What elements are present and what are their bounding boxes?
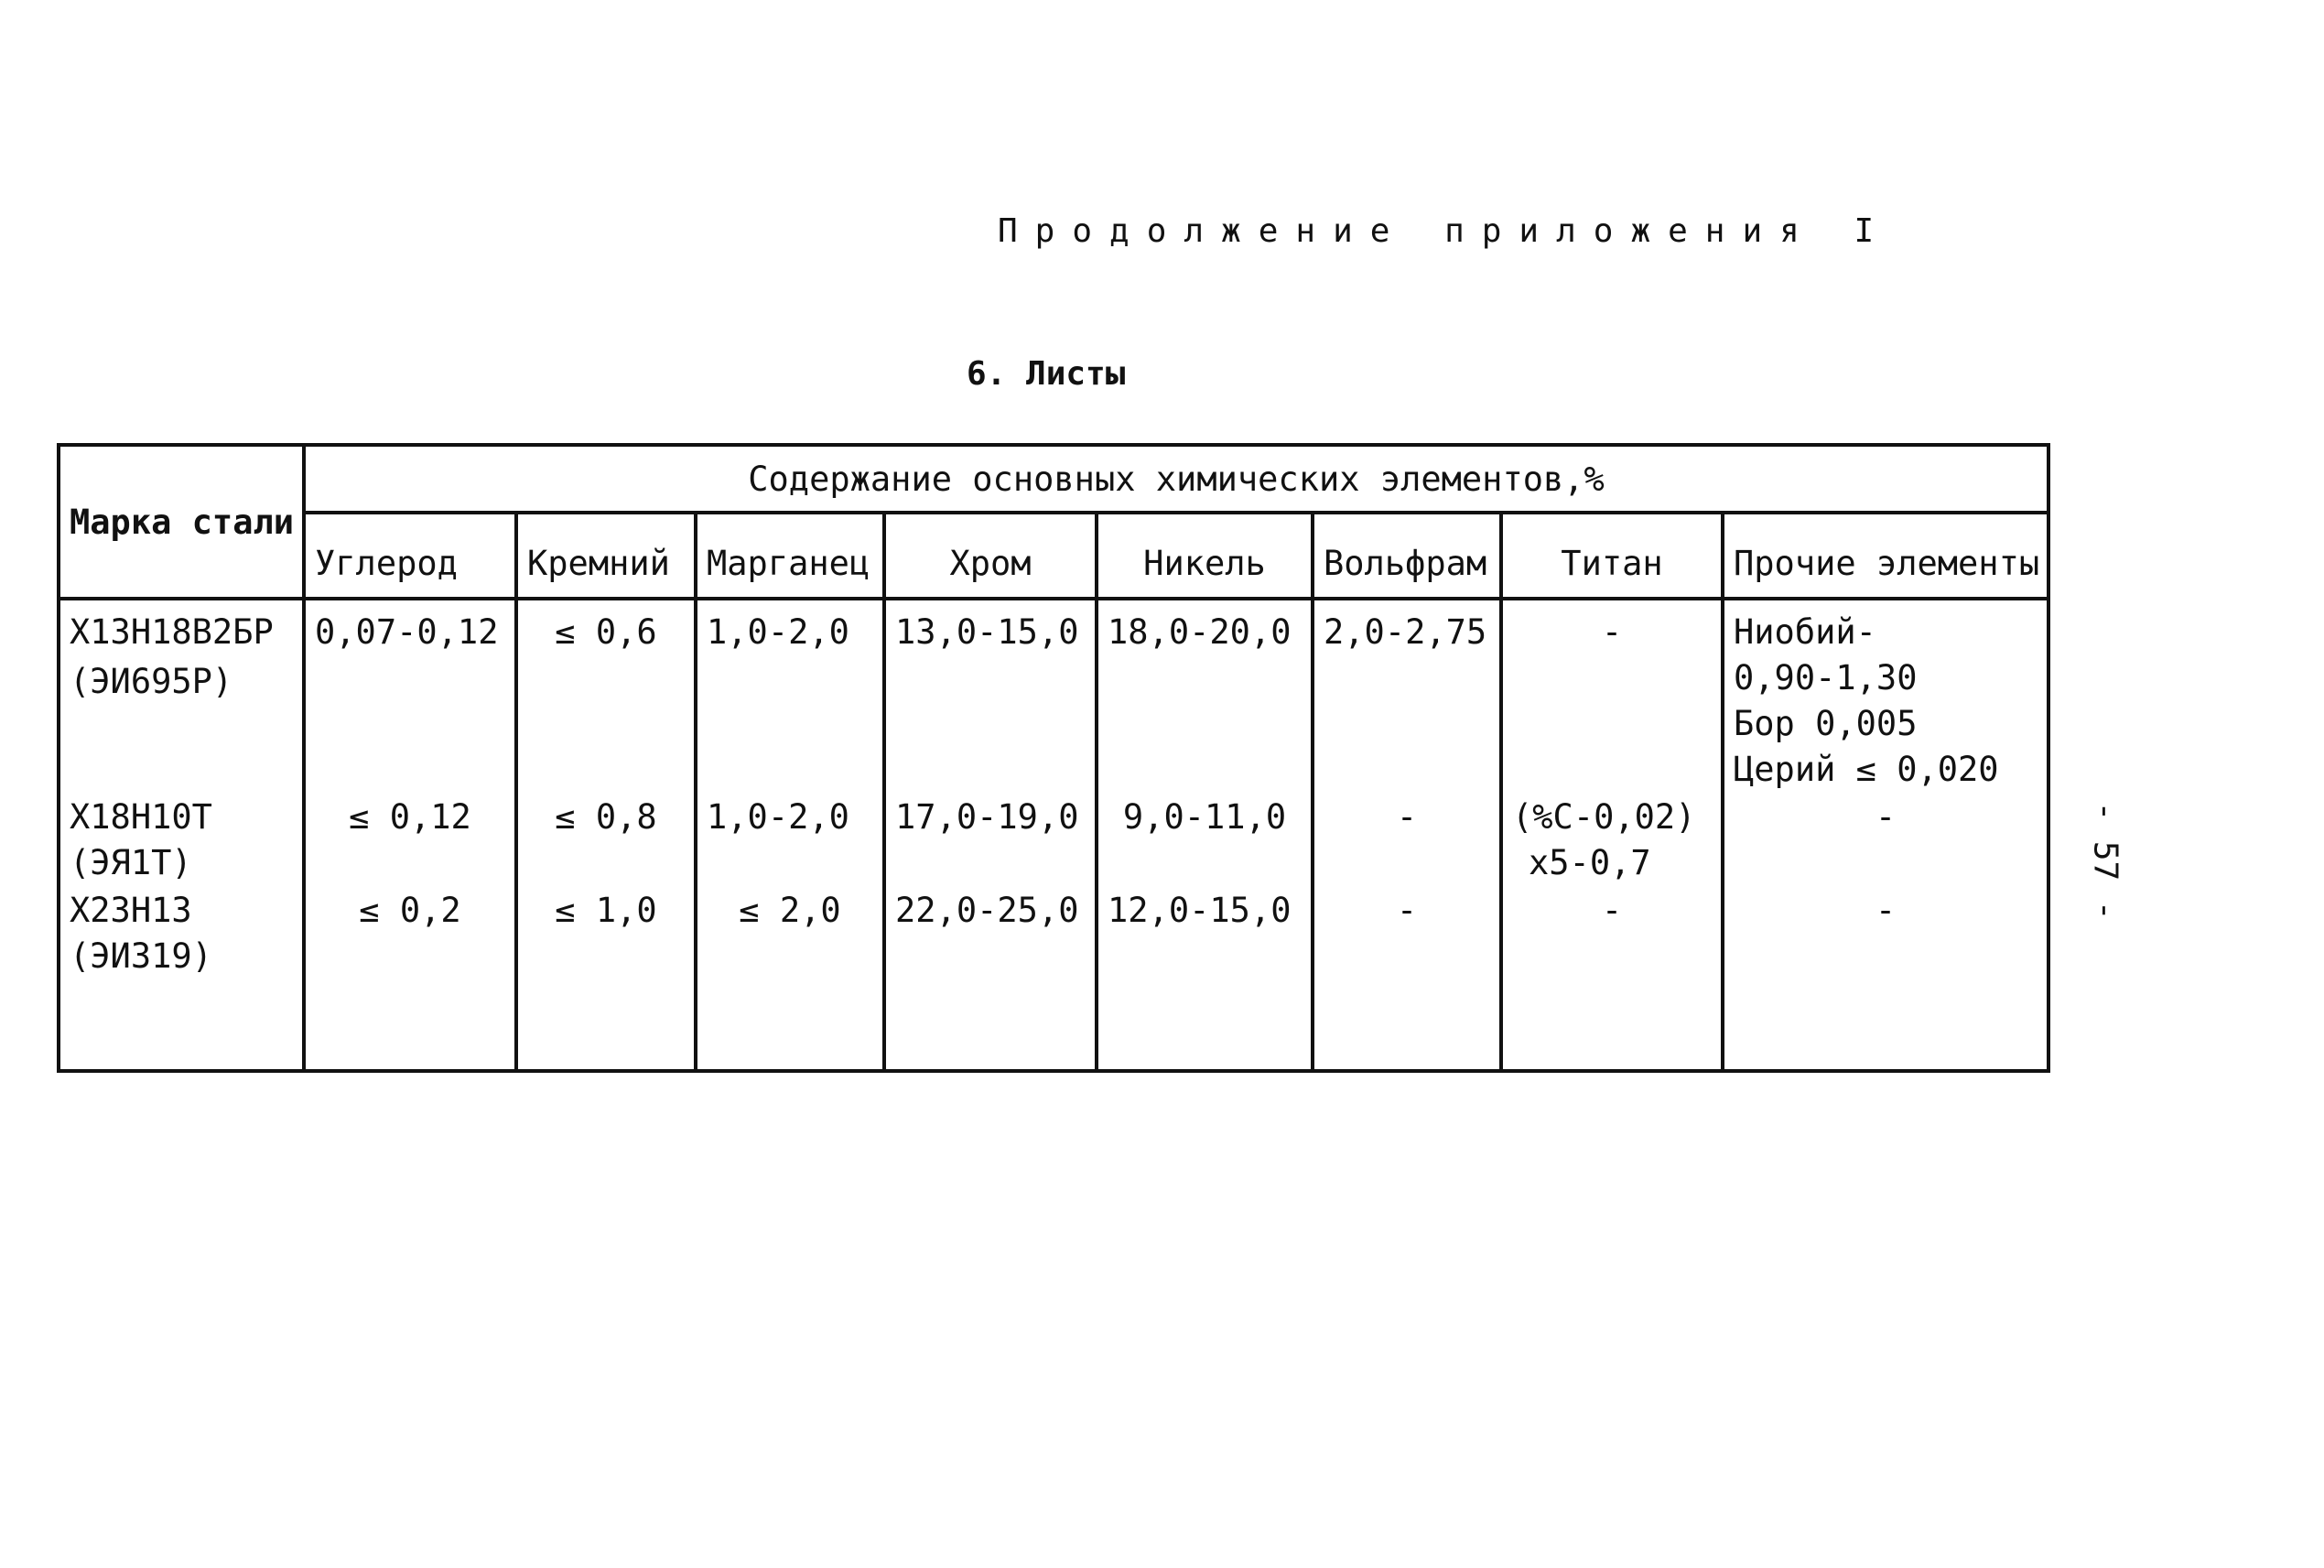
manganese-value: 1,0-2,0	[707, 612, 849, 652]
nickel-value: 18,0-20,0	[1108, 612, 1292, 652]
tungsten-value: -	[1396, 797, 1418, 837]
grade-column-header: Марка стали	[59, 445, 304, 599]
column-header-tungsten: Вольфрам	[1313, 513, 1501, 599]
titanium-value: -	[1601, 612, 1623, 652]
titanium-value: х5-0,7	[1529, 843, 1651, 882]
column-header-carbon: Углерод	[304, 513, 516, 599]
manganese-value: ≤ 2,0	[739, 891, 841, 930]
column-header-other: Прочие элементы	[1723, 513, 2048, 599]
other-element-line: 0,90-1,30	[1734, 658, 1918, 697]
page-number: - 57 -	[2086, 801, 2124, 921]
composition-group-header: Содержание основных химических элементов,%	[304, 445, 2048, 513]
table-header-row-2	[59, 513, 2048, 599]
silicon-value: ≤ 1,0	[555, 891, 657, 930]
tungsten-value: 2,0-2,75	[1324, 612, 1487, 652]
carbon-value: 0,07-0,12	[315, 612, 499, 652]
chromium-value: 13,0-15,0	[895, 612, 1079, 652]
table-body-row	[59, 599, 2048, 1071]
nickel-cell	[1097, 599, 1313, 1071]
grade-name: Х23Н13	[70, 891, 192, 930]
section-title: 6. Листы	[967, 355, 1126, 393]
nickel-value: 9,0-11,0	[1122, 797, 1287, 837]
grade-cell	[59, 599, 304, 1071]
silicon-value: ≤ 0,8	[555, 797, 657, 837]
chromium-value: 17,0-19,0	[895, 797, 1079, 837]
column-header-chromium: Хром	[884, 513, 1097, 599]
other-elements-cell	[1723, 599, 2048, 1071]
carbon-cell	[304, 599, 516, 1071]
chromium-value: 22,0-25,0	[895, 891, 1079, 930]
titanium-value: -	[1601, 891, 1623, 930]
tungsten-cell	[1313, 599, 1501, 1071]
silicon-value: ≤ 0,6	[555, 612, 657, 652]
carbon-value: ≤ 0,12	[349, 797, 471, 837]
steel-composition-table	[57, 443, 2050, 1073]
other-element-line: -	[1875, 891, 1897, 930]
carbon-value: ≤ 0,2	[359, 891, 461, 930]
manganese-cell	[696, 599, 884, 1071]
silicon-cell	[516, 599, 696, 1071]
grade-code: (ЭИ695Р)	[70, 662, 233, 701]
titanium-value: (%С-0,02)	[1512, 797, 1696, 837]
other-element-line: Бор 0,005	[1734, 704, 1918, 743]
continuation-heading: Продолжение приложения I	[998, 212, 1892, 250]
grade-name: Х18Н10Т	[70, 797, 212, 837]
grade-code: (ЭЯ1Т)	[70, 843, 192, 882]
manganese-value: 1,0-2,0	[707, 797, 849, 837]
other-element-line: Церий ≤ 0,020	[1734, 750, 1999, 789]
table-header-row-1	[59, 445, 2048, 513]
chromium-cell	[884, 599, 1097, 1071]
other-element-line: Ниобий-	[1734, 612, 1876, 652]
other-element-line: -	[1875, 797, 1897, 837]
column-header-nickel: Никель	[1097, 513, 1313, 599]
titanium-cell	[1501, 599, 1723, 1071]
column-header-titanium: Титан	[1501, 513, 1723, 599]
tungsten-value: -	[1396, 891, 1418, 930]
nickel-value: 12,0-15,0	[1108, 891, 1292, 930]
column-header-manganese: Марганец	[696, 513, 884, 599]
column-header-silicon: Кремний	[516, 513, 696, 599]
grade-name: Х13Н18В2БР	[70, 612, 274, 652]
grade-code: (ЭИ319)	[70, 936, 212, 976]
